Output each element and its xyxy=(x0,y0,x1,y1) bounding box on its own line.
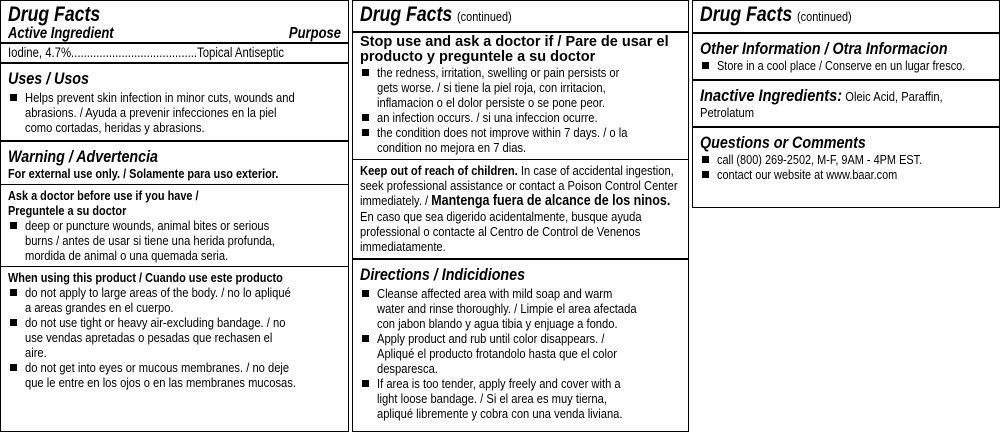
purpose-label: Purpose xyxy=(288,25,341,42)
when-using-item: do not use tight or heavy air-excluding bandage. / no use vendas apretadas o pesadas que rechasen el aire. xyxy=(8,315,341,360)
when-using-item: do not apply to large areas of the body. / no lo apliqué a areas grandes en el cuerpo. xyxy=(8,285,341,315)
warning-title: Warning / Advertencia xyxy=(8,147,158,166)
active-ingredient-label: Active Ingredient xyxy=(8,25,114,42)
stop-use-item: the condition does not improve within 7 days. / o la condition no mejora en 7 dias. xyxy=(360,125,681,155)
external-use-note: For external use only. / Solamente para uso exterior. xyxy=(8,166,279,181)
directions-item: If area is too tender, apply freely and cover with a light loose bandage. / Si el area es muy tierna, apliqué librementе y cobra con una venda liviana. xyxy=(360,376,681,421)
directions-item: Apply product and rub until color disappears. / Apliqué el producto frotandolo hasta que el color desparesca. xyxy=(360,331,681,376)
leader-dots: ........................................ xyxy=(71,45,198,60)
keep-out-of-reach: Keep out of reach of children. In case of accidental ingestion, seek professional assistance or contact a Poison Control Center immediately. / Mantenga fuera de alcance de los ninos. En caso que sea digerido acidentalmente, busque ayuda professional o contacte al Centro de Control de Venenos immediatamente. xyxy=(360,163,678,254)
directions-item: Cleanse affected area with mild soap and warm water and rinse thoroughly. / Limpie el area afectada con jabon blando y agua tibia y enjuage a fondo. xyxy=(360,286,681,331)
inactive-ingredients-title: Inactive Ingredients: xyxy=(700,86,843,105)
uses-item: Helps prevent skin infection in minor cuts, wounds and abrasions. / Ayuda a prevenir infecciones en la piel como cortadas, heridas y abrasions. xyxy=(8,90,341,135)
drug-facts-panel-2 xyxy=(352,0,689,432)
active-ingredient-header xyxy=(8,26,341,42)
when-using-item: do not get into eyes or mucous membranes. / no deje que le entre en los ojos o en las membranes mucosas. xyxy=(8,360,341,390)
directions-title: Directions / Indicidiones xyxy=(360,265,526,284)
stop-use-title: Stop use and ask a doctor if / Pare de usar el producto y preguntele a su doctor xyxy=(360,34,669,65)
other-information-item: Store in a cool place / Conserve en un lugar fresco. xyxy=(700,58,992,73)
questions-item: contact our website at www.baar.com xyxy=(700,167,992,182)
inactive-ingredients-text: Oleic Acid, Paraffin, Petrolatum xyxy=(700,89,943,120)
questions-item: call (800) 269-2502, M-F, 9AM - 4PM EST. xyxy=(700,152,992,167)
drug-facts-title-continued-2: Drug Facts (continued) xyxy=(700,3,852,26)
ask-doctor-item: deep or puncture wounds, animal bites or serious burns / antes de usar si tiene una herida profunda, mordida de animal o una quemada seria. xyxy=(8,218,341,263)
drug-facts-title: Drug Facts xyxy=(8,3,101,26)
uses-title: Uses / Usos xyxy=(8,69,89,88)
ingredient: Iodine, 4.7% xyxy=(8,45,72,60)
when-using-title: When using this product / Cuando use este producto xyxy=(8,270,283,285)
inactive-ingredients xyxy=(700,87,991,120)
purpose: Topical Antiseptic xyxy=(197,45,285,60)
drug-facts-panel-1 xyxy=(0,0,349,432)
stop-use-item: an infection occurs. / si una infeccion ocurre. xyxy=(360,110,681,125)
drug-facts-panel-3 xyxy=(692,0,1000,208)
questions-title: Questions or Comments xyxy=(700,133,866,152)
ingredient-row xyxy=(8,45,341,60)
ask-doctor-title: Ask a doctor before use if you have / Preguntele a su doctor xyxy=(8,188,199,218)
stop-use-item: the redness, irritation, swelling or pain persists or gets worse. / si tiene la piel roja, con irritacion, inflamacion o el dolor persiste o se pone peor. xyxy=(360,65,681,110)
drug-facts-title-continued: Drug Facts (continued) xyxy=(360,3,512,26)
other-information-title: Other Information / Otra Informacion xyxy=(700,39,948,58)
